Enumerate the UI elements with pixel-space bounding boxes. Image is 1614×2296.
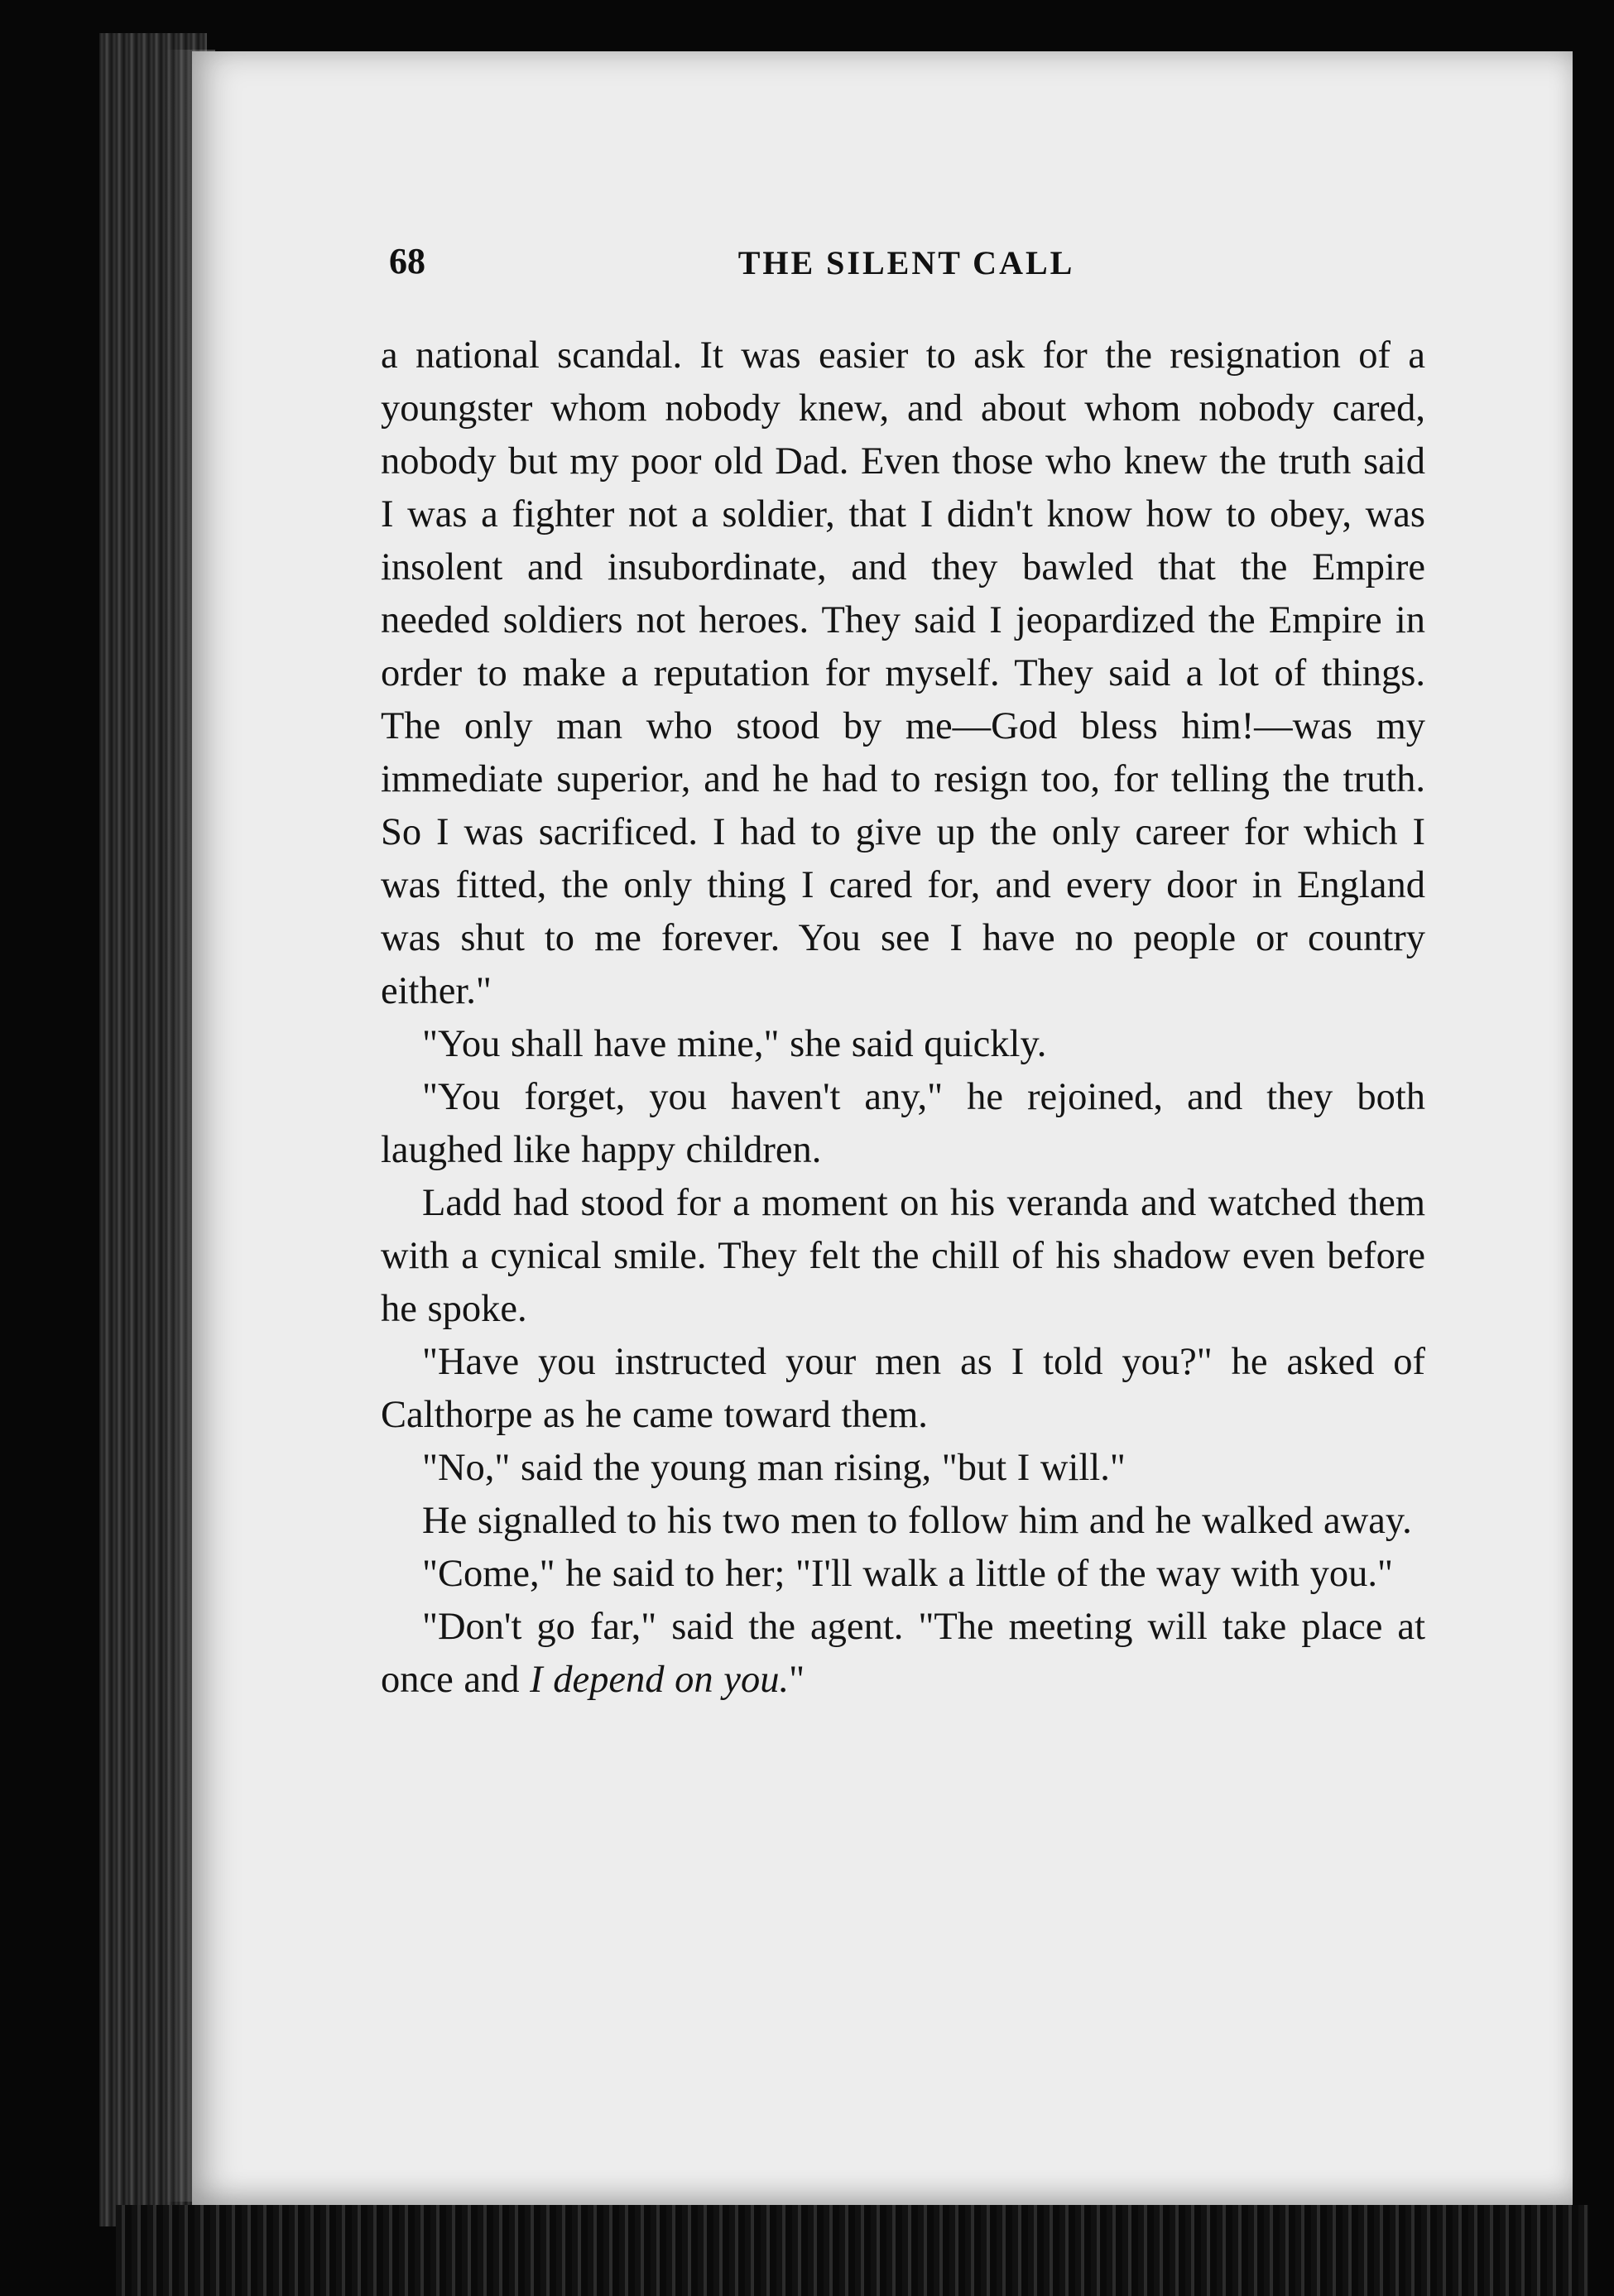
paragraph-8: "Come," he said to her; "I'll walk a little of the way with you." [422,1553,1394,1595]
running-head [389,240,1424,298]
body-text [381,329,1425,1707]
page-number: 68 [389,241,425,281]
paragraph-9-text: "Don't go far," said the agent. "The meeting will take place at once and [381,1606,1425,1701]
paragraph-9-italic: I depend on you. [530,1659,790,1701]
paragraph-6: "No," said the young man rising, "but I will." [422,1447,1126,1489]
paragraph-4: Ladd had stood for a moment on his veranda and watched them with a cynical smile. They felt the chill of his shadow even before he spoke. [381,1182,1425,1330]
paragraph-9-close: " [789,1659,805,1701]
paragraph-9 [381,1601,1425,1707]
paragraph-2: "You shall have mine," she said quickly. [422,1023,1047,1065]
paragraph-1: a national scandal. It was easier to ask for the resignation of a youngster whom nobody knew, and about whom nobody cared, nobody but my poor old Dad. Even those who knew the truth said I was a fighter not a soldier, that I didn't know how to obey, was insolent and insubordinate, and they bawled that the Empire needed soldiers not heroes. They said I jeopardized the Empire in order to make a reputation for myself. They said a lot of things. The only man who stood by me—God bless him!—was my immediate superior, and he had to resign too, for telling the truth. So I was sacrificed. I had to give up the only career for which I was fitted, the only thing I cared for, and every door in England was shut to me forever. You see I have no people or country either." [381,334,1425,1012]
paragraph-7: He signalled to his two men to follow him and he walked away. [422,1500,1412,1542]
paragraph-3: "You forget, you haven't any," he rejoined, and they both laughed like happy children. [381,1076,1425,1171]
paragraph-5: "Have you instructed your men as I told you?" he asked of Calthorpe as he came toward them. [381,1341,1425,1436]
running-title: THE SILENT CALL [737,244,1075,281]
book-bottom-edge [116,2205,1589,2296]
